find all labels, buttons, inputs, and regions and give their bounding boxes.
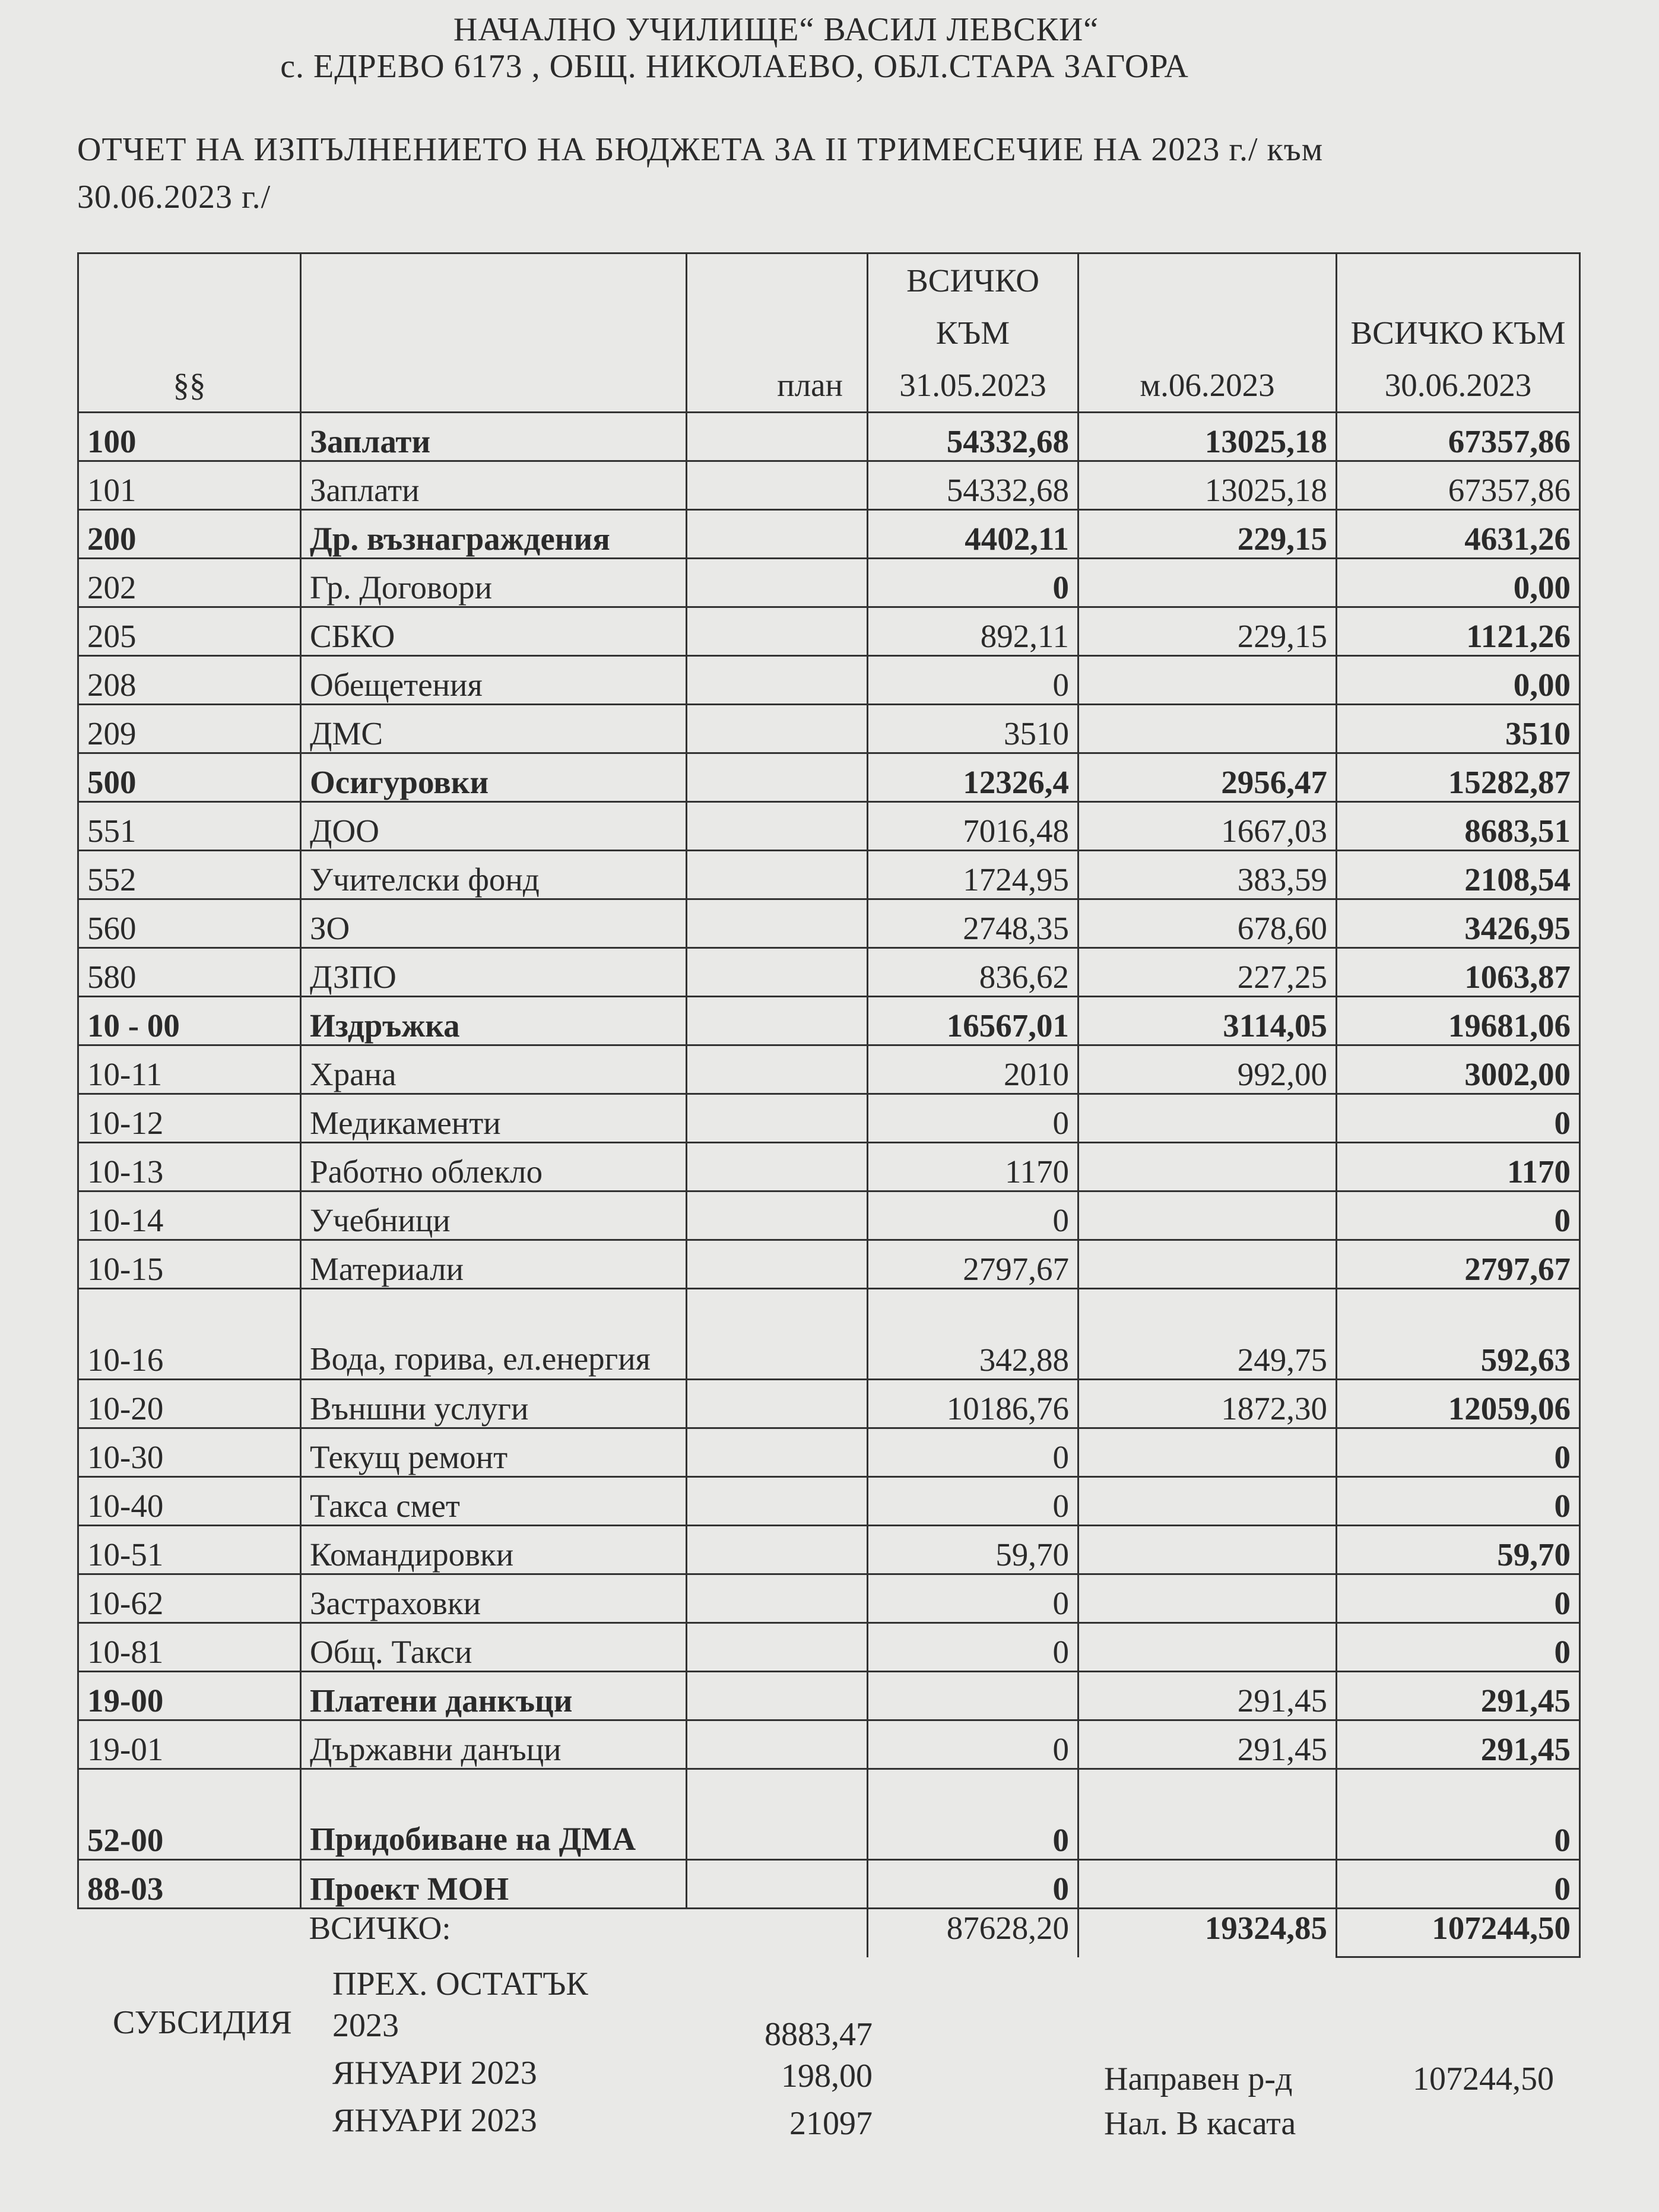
- cell-june: [1078, 1191, 1337, 1240]
- table-row: [78, 1380, 1580, 1428]
- report-date: 30.06.2023 г./: [77, 179, 271, 216]
- cell-to-may: 3510: [868, 705, 1078, 753]
- cell-name: Командировки: [301, 1526, 687, 1574]
- cell-june: [1078, 1240, 1337, 1289]
- cell-code: 10-81: [78, 1623, 301, 1672]
- cell-to-june: 2797,67: [1337, 1240, 1580, 1289]
- report-title: ОТЧЕТ НА ИЗПЪЛНЕНИЕТО НА БЮДЖЕТА ЗА II ТРИМЕСЕЧИЕ НА 2023 г./ към: [77, 131, 1324, 168]
- cell-code: 10-16: [78, 1289, 301, 1380]
- table-header-row: [78, 253, 1580, 413]
- cell-to-june: 0: [1337, 1428, 1580, 1477]
- cell-june: [1078, 1526, 1337, 1574]
- cell-to-june: 2108,54: [1337, 851, 1580, 899]
- total-row: [78, 1909, 1580, 1957]
- cell-to-may: 12326,4: [868, 753, 1078, 802]
- cell-to-may: 54332,68: [868, 413, 1078, 461]
- cell-plan: [687, 510, 868, 559]
- cell-name: Обещетения: [301, 656, 687, 705]
- expense-value: 107244,50: [1413, 2061, 1554, 2097]
- cell-to-may: 0: [868, 1094, 1078, 1143]
- cell-to-june: 291,45: [1337, 1720, 1580, 1769]
- cell-code: 19-01: [78, 1720, 301, 1769]
- table-row: [78, 1094, 1580, 1143]
- table-row: [78, 753, 1580, 802]
- cell-june: [1078, 1477, 1337, 1526]
- cell-to-may: 2797,67: [868, 1240, 1078, 1289]
- cell-to-june: 67357,86: [1337, 413, 1580, 461]
- cell-to-june: 0: [1337, 1094, 1580, 1143]
- cell-to-june: 59,70: [1337, 1526, 1580, 1574]
- table-row: [78, 1526, 1580, 1574]
- cell-to-may: 0: [868, 1623, 1078, 1672]
- cell-to-may: 54332,68: [868, 461, 1078, 510]
- header-june: м.06.2023: [1078, 253, 1337, 413]
- header-name: [301, 253, 687, 413]
- cash-label: Нал. В касата: [1104, 2105, 1296, 2142]
- cell-name: Външни услуги: [301, 1380, 687, 1428]
- cell-code: 551: [78, 802, 301, 851]
- cell-plan: [687, 1672, 868, 1720]
- header-code: §§: [78, 253, 301, 413]
- cell-june: [1078, 1143, 1337, 1191]
- cell-name: Общ. Такси: [301, 1623, 687, 1672]
- school-address: с. ЕДРЕВО 6173 , ОБЩ. НИКОЛАЕВО, ОБЛ.СТАРА ЗАГОРА: [280, 48, 1189, 85]
- cell-june: 291,45: [1078, 1720, 1337, 1769]
- cell-to-may: 0: [868, 559, 1078, 607]
- cell-plan: [687, 1191, 868, 1240]
- cell-code: 10 - 00: [78, 997, 301, 1045]
- cell-code: 10-40: [78, 1477, 301, 1526]
- cell-code: 10-13: [78, 1143, 301, 1191]
- table-row: [78, 1428, 1580, 1477]
- cell-to-may: 0: [868, 1720, 1078, 1769]
- header-to-may: ВСИЧКО КЪМ 31.05.2023: [868, 253, 1078, 413]
- table-row: [78, 510, 1580, 559]
- cell-name: ДЗПО: [301, 948, 687, 997]
- cell-code: 208: [78, 656, 301, 705]
- cell-name: Платени данкъци: [301, 1672, 687, 1720]
- cell-june: 3114,05: [1078, 997, 1337, 1045]
- cell-name: Застраховки: [301, 1574, 687, 1623]
- cell-to-may: 10186,76: [868, 1380, 1078, 1428]
- expense-label: Направен р-д: [1104, 2061, 1293, 2097]
- cell-to-june: 19681,06: [1337, 997, 1580, 1045]
- cell-plan: [687, 1045, 868, 1094]
- table-row: [78, 1477, 1580, 1526]
- cell-name: Учителски фонд: [301, 851, 687, 899]
- cell-code: 100: [78, 413, 301, 461]
- cell-plan: [687, 1143, 868, 1191]
- table-row: [78, 851, 1580, 899]
- cell-code: 10-11: [78, 1045, 301, 1094]
- cell-to-may: 0: [868, 1191, 1078, 1240]
- total-to-june: 107244,50: [1337, 1909, 1580, 1957]
- cell-to-may: [868, 1672, 1078, 1720]
- cell-june: 2956,47: [1078, 753, 1337, 802]
- cell-code: 101: [78, 461, 301, 510]
- cell-june: 229,15: [1078, 607, 1337, 656]
- cell-plan: [687, 1289, 868, 1380]
- table-row: [78, 1769, 1580, 1860]
- table-row: [78, 997, 1580, 1045]
- cell-code: 19-00: [78, 1672, 301, 1720]
- table-row: [78, 1672, 1580, 1720]
- cell-june: [1078, 1623, 1337, 1672]
- cell-to-june: 1121,26: [1337, 607, 1580, 656]
- cell-to-june: 3510: [1337, 705, 1580, 753]
- cell-plan: [687, 656, 868, 705]
- cell-name: Издръжка: [301, 997, 687, 1045]
- cell-name: Медикаменти: [301, 1094, 687, 1143]
- budget-table: [77, 252, 1581, 1958]
- cell-june: [1078, 559, 1337, 607]
- cell-code: 202: [78, 559, 301, 607]
- cell-plan: [687, 1380, 868, 1428]
- cell-to-june: 0: [1337, 1574, 1580, 1623]
- january-label-1: ЯНУАРИ 2023: [332, 2055, 537, 2091]
- cell-code: 52-00: [78, 1769, 301, 1860]
- cell-to-may: 2010: [868, 1045, 1078, 1094]
- cell-code: 10-62: [78, 1574, 301, 1623]
- cell-june: 678,60: [1078, 899, 1337, 948]
- cell-name: Проект МОН: [301, 1860, 687, 1909]
- cell-to-may: 0: [868, 1428, 1078, 1477]
- cell-to-may: 836,62: [868, 948, 1078, 997]
- cell-name: Вода, горива, ел.енергия: [301, 1289, 687, 1380]
- cell-to-june: 0: [1337, 1860, 1580, 1909]
- cell-code: 10-14: [78, 1191, 301, 1240]
- cell-to-june: 3002,00: [1337, 1045, 1580, 1094]
- cell-to-june: 1170: [1337, 1143, 1580, 1191]
- subsidy-label: СУБСИДИЯ: [113, 2004, 292, 2041]
- cell-june: 992,00: [1078, 1045, 1337, 1094]
- cell-name: Придобиване на ДМА: [301, 1769, 687, 1860]
- cell-plan: [687, 802, 868, 851]
- cell-to-june: 0: [1337, 1769, 1580, 1860]
- table-row: [78, 1623, 1580, 1672]
- cell-june: [1078, 656, 1337, 705]
- header-to-june: ВСИЧКО КЪМ 30.06.2023: [1337, 253, 1580, 413]
- cell-name: Гр. Договори: [301, 559, 687, 607]
- cell-to-may: 892,11: [868, 607, 1078, 656]
- cell-june: 227,25: [1078, 948, 1337, 997]
- cell-plan: [687, 851, 868, 899]
- cell-to-may: 59,70: [868, 1526, 1078, 1574]
- cell-plan: [687, 1720, 868, 1769]
- table-row: [78, 899, 1580, 948]
- cell-june: 13025,18: [1078, 461, 1337, 510]
- cell-plan: [687, 1623, 868, 1672]
- cell-plan: [687, 607, 868, 656]
- table-row: [78, 607, 1580, 656]
- cell-to-june: 0: [1337, 1477, 1580, 1526]
- cell-to-june: 15282,87: [1337, 753, 1580, 802]
- cell-to-may: 1170: [868, 1143, 1078, 1191]
- cell-to-may: 7016,48: [868, 802, 1078, 851]
- cell-to-may: 0: [868, 1477, 1078, 1526]
- cell-plan: [687, 559, 868, 607]
- cell-plan: [687, 1574, 868, 1623]
- cell-plan: [687, 948, 868, 997]
- cell-to-june: 12059,06: [1337, 1380, 1580, 1428]
- cell-plan: [687, 1094, 868, 1143]
- cell-to-may: 4402,11: [868, 510, 1078, 559]
- table-row: [78, 656, 1580, 705]
- cell-name: ДОО: [301, 802, 687, 851]
- cell-plan: [687, 705, 868, 753]
- cell-june: 229,15: [1078, 510, 1337, 559]
- table-row: [78, 1240, 1580, 1289]
- cell-name: Държавни данъци: [301, 1720, 687, 1769]
- school-name: НАЧАЛНО УЧИЛИЩЕ“ ВАСИЛ ЛЕВСКИ“: [453, 11, 1099, 48]
- table-row: [78, 1045, 1580, 1094]
- cell-plan: [687, 1860, 868, 1909]
- cell-to-june: 0: [1337, 1191, 1580, 1240]
- cell-to-may: 2748,35: [868, 899, 1078, 948]
- cell-code: 10-20: [78, 1380, 301, 1428]
- cell-name: Осигуровки: [301, 753, 687, 802]
- table-row: [78, 1289, 1580, 1380]
- cell-to-may: 0: [868, 1769, 1078, 1860]
- prev-balance-label: ПРЕХ. ОСТАТЪК: [332, 1966, 588, 2002]
- cell-to-june: 8683,51: [1337, 802, 1580, 851]
- cell-plan: [687, 461, 868, 510]
- cell-june: [1078, 1428, 1337, 1477]
- cell-to-may: 16567,01: [868, 997, 1078, 1045]
- cell-name: ДМС: [301, 705, 687, 753]
- cell-to-june: 592,63: [1337, 1289, 1580, 1380]
- prev-balance-year: 2023: [332, 2007, 399, 2044]
- total-to-may: 87628,20: [868, 1909, 1078, 1957]
- cell-name: Заплати: [301, 461, 687, 510]
- cell-june: [1078, 1769, 1337, 1860]
- table-row: [78, 1860, 1580, 1909]
- january-label-2: ЯНУАРИ 2023: [332, 2102, 537, 2139]
- cell-to-june: 0,00: [1337, 559, 1580, 607]
- table-row: [78, 461, 1580, 510]
- table-row: [78, 1720, 1580, 1769]
- cell-plan: [687, 1428, 868, 1477]
- cell-code: 209: [78, 705, 301, 753]
- cell-june: 383,59: [1078, 851, 1337, 899]
- cell-name: Работно облекло: [301, 1143, 687, 1191]
- header-plan: план: [687, 253, 868, 413]
- cell-name: Учебници: [301, 1191, 687, 1240]
- total-june: 19324,85: [1078, 1909, 1337, 1957]
- cell-code: 205: [78, 607, 301, 656]
- january-value-1: 198,00: [781, 2058, 873, 2094]
- cell-to-june: 0: [1337, 1623, 1580, 1672]
- cell-plan: [687, 413, 868, 461]
- cell-name: Др. възнаграждения: [301, 510, 687, 559]
- cell-june: 249,75: [1078, 1289, 1337, 1380]
- cell-to-june: 291,45: [1337, 1672, 1580, 1720]
- cell-name: ЗО: [301, 899, 687, 948]
- cell-name: СБКО: [301, 607, 687, 656]
- cell-to-may: 342,88: [868, 1289, 1078, 1380]
- cell-code: 88-03: [78, 1860, 301, 1909]
- cell-code: 10-12: [78, 1094, 301, 1143]
- cell-june: 13025,18: [1078, 413, 1337, 461]
- table-row: [78, 559, 1580, 607]
- cell-june: 291,45: [1078, 1672, 1337, 1720]
- cell-plan: [687, 899, 868, 948]
- cell-code: 552: [78, 851, 301, 899]
- cell-to-june: 4631,26: [1337, 510, 1580, 559]
- cell-code: 10-30: [78, 1428, 301, 1477]
- cell-code: 10-15: [78, 1240, 301, 1289]
- january-value-2: 21097: [789, 2105, 873, 2142]
- cell-plan: [687, 997, 868, 1045]
- table-row: [78, 1191, 1580, 1240]
- cell-plan: [687, 753, 868, 802]
- cell-code: 10-51: [78, 1526, 301, 1574]
- table-row: [78, 705, 1580, 753]
- cell-to-june: 67357,86: [1337, 461, 1580, 510]
- cell-code: 560: [78, 899, 301, 948]
- cell-to-june: 1063,87: [1337, 948, 1580, 997]
- cell-to-may: 0: [868, 1574, 1078, 1623]
- cell-plan: [687, 1769, 868, 1860]
- total-label: ВСИЧКО:: [309, 1910, 451, 1946]
- cell-june: [1078, 1860, 1337, 1909]
- table-row: [78, 1143, 1580, 1191]
- cell-june: 1872,30: [1078, 1380, 1337, 1428]
- cell-june: [1078, 705, 1337, 753]
- table-row: [78, 413, 1580, 461]
- cell-to-may: 0: [868, 1860, 1078, 1909]
- cell-code: 200: [78, 510, 301, 559]
- cell-name: Такса смет: [301, 1477, 687, 1526]
- cell-name: Текущ ремонт: [301, 1428, 687, 1477]
- cell-to-may: 1724,95: [868, 851, 1078, 899]
- table-row: [78, 948, 1580, 997]
- cell-plan: [687, 1240, 868, 1289]
- table-row: [78, 1574, 1580, 1623]
- cell-name: Материали: [301, 1240, 687, 1289]
- cell-name: Храна: [301, 1045, 687, 1094]
- cell-to-june: 3426,95: [1337, 899, 1580, 948]
- cell-to-may: 0: [868, 656, 1078, 705]
- cell-june: 1667,03: [1078, 802, 1337, 851]
- cell-code: 500: [78, 753, 301, 802]
- cell-name: Заплати: [301, 413, 687, 461]
- cell-june: [1078, 1094, 1337, 1143]
- cell-june: [1078, 1574, 1337, 1623]
- prev-balance-value: 8883,47: [765, 2016, 873, 2053]
- cell-plan: [687, 1477, 868, 1526]
- cell-code: 580: [78, 948, 301, 997]
- cell-plan: [687, 1526, 868, 1574]
- cell-to-june: 0,00: [1337, 656, 1580, 705]
- table-row: [78, 802, 1580, 851]
